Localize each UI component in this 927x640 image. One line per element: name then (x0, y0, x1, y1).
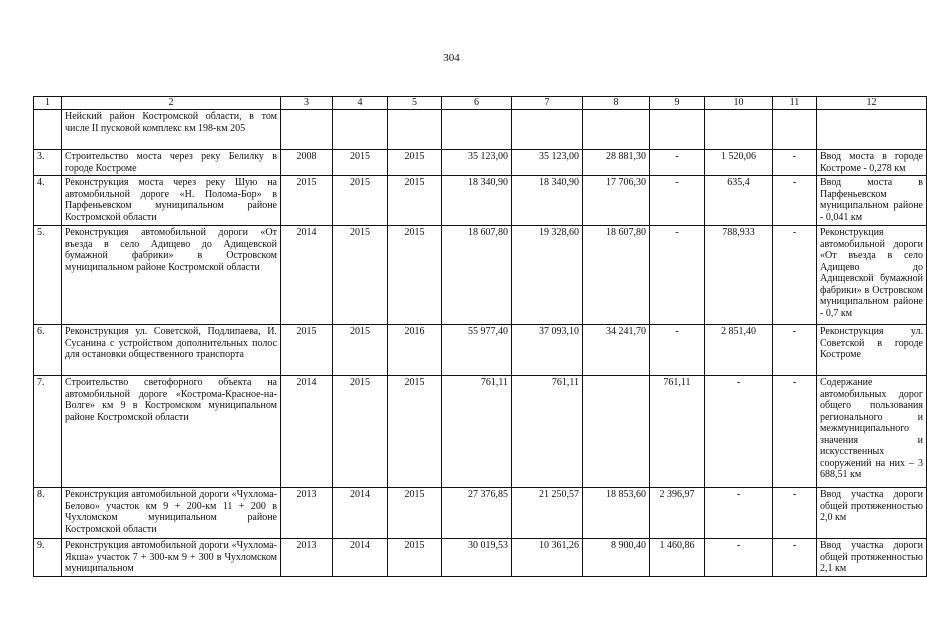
end-year: 2015 (333, 376, 388, 488)
other-funding: - (705, 488, 773, 539)
object-name: Реконструкция автомобильной дороги «От въезда в село Адищево до Адищевской бумажной фабрики» в Островском муниципальном районе Костромской области (62, 226, 281, 325)
federal-funding: 34 241,70 (583, 325, 650, 376)
other-funding: 1 520,06 (705, 150, 773, 176)
federal-funding: 17 706,30 (583, 176, 650, 226)
estimated-cost (442, 110, 512, 150)
program-table (33, 96, 927, 577)
total-funding: 37 093,10 (512, 325, 583, 376)
federal-funding (583, 376, 650, 488)
table-row (34, 110, 927, 150)
col-header: 2 (62, 97, 281, 110)
estimated-cost: 35 123,00 (442, 150, 512, 176)
col-header: 5 (388, 97, 442, 110)
row-number: 7. (34, 376, 62, 488)
extra-funding: - (773, 150, 817, 176)
other-funding: - (705, 376, 773, 488)
total-funding: 18 340,90 (512, 176, 583, 226)
table-row (34, 226, 927, 325)
commission-year: 2015 (388, 376, 442, 488)
start-year: 2013 (281, 488, 333, 539)
other-funding: 788,933 (705, 226, 773, 325)
start-year: 2008 (281, 150, 333, 176)
total-funding: 10 361,26 (512, 539, 583, 577)
federal-funding (583, 110, 650, 150)
col-header: 6 (442, 97, 512, 110)
start-year: 2014 (281, 226, 333, 325)
commission-year: 2015 (388, 539, 442, 577)
expected-result: Ввод участка дороги общей протяженностью 2,0 км (817, 488, 927, 539)
expected-result: Ввод моста в Парфеньевском муниципальном районе - 0,041 км (817, 176, 927, 226)
other-funding: 635,4 (705, 176, 773, 226)
total-funding (512, 110, 583, 150)
regional-funding: 1 460,86 (650, 539, 705, 577)
regional-funding: 2 396,97 (650, 488, 705, 539)
other-funding (705, 110, 773, 150)
start-year: 2014 (281, 376, 333, 488)
estimated-cost: 27 376,85 (442, 488, 512, 539)
expected-result: Реконструкция ул. Советской в городе Костроме (817, 325, 927, 376)
column-number-row (34, 97, 927, 110)
expected-result: Содержание автомобильных дорог общего пользования регионального и межмуниципального значения и искусственных сооружений на них – 3 688,51 км (817, 376, 927, 488)
end-year: 2015 (333, 226, 388, 325)
commission-year (388, 110, 442, 150)
estimated-cost: 55 977,40 (442, 325, 512, 376)
estimated-cost: 30 019,53 (442, 539, 512, 577)
col-header: 12 (817, 97, 927, 110)
col-header: 3 (281, 97, 333, 110)
commission-year: 2015 (388, 488, 442, 539)
regional-funding: 761,11 (650, 376, 705, 488)
end-year: 2014 (333, 488, 388, 539)
start-year: 2013 (281, 539, 333, 577)
extra-funding: - (773, 376, 817, 488)
object-name: Реконструкция ул. Советской, Подлипаева, И. Сусанина с устройством дополнительных полос для остановки общественного транспорта (62, 325, 281, 376)
total-funding: 21 250,57 (512, 488, 583, 539)
regional-funding: - (650, 226, 705, 325)
table-row (34, 488, 927, 539)
expected-result: Ввод моста в городе Костроме - 0,278 км (817, 150, 927, 176)
col-header: 11 (773, 97, 817, 110)
commission-year: 2015 (388, 176, 442, 226)
estimated-cost: 761,11 (442, 376, 512, 488)
row-number: 4. (34, 176, 62, 226)
object-name: Нейский район Костромской области, в том числе II пусковой комплекс км 198-км 205 (62, 110, 281, 150)
commission-year: 2015 (388, 150, 442, 176)
commission-year: 2015 (388, 226, 442, 325)
row-number: 3. (34, 150, 62, 176)
end-year (333, 110, 388, 150)
end-year: 2015 (333, 325, 388, 376)
other-funding: 2 851,40 (705, 325, 773, 376)
estimated-cost: 18 340,90 (442, 176, 512, 226)
federal-funding: 28 881,30 (583, 150, 650, 176)
estimated-cost: 18 607,80 (442, 226, 512, 325)
page-number: 304 (443, 52, 460, 64)
total-funding: 35 123,00 (512, 150, 583, 176)
total-funding: 19 328,60 (512, 226, 583, 325)
end-year: 2015 (333, 150, 388, 176)
row-number: 8. (34, 488, 62, 539)
commission-year: 2016 (388, 325, 442, 376)
extra-funding: - (773, 325, 817, 376)
regional-funding: - (650, 325, 705, 376)
expected-result: Реконструкция автомобильной дороги «От въезда в село Адищево до Адищевской бумажной фабрики» в Островском муниципальном районе - 0,7 км (817, 226, 927, 325)
expected-result: Ввод участка дороги общей протяженностью 2,1 км (817, 539, 927, 577)
end-year: 2014 (333, 539, 388, 577)
col-header: 9 (650, 97, 705, 110)
col-header: 7 (512, 97, 583, 110)
extra-funding: - (773, 176, 817, 226)
regional-funding (650, 110, 705, 150)
regional-funding: - (650, 176, 705, 226)
row-number: 6. (34, 325, 62, 376)
extra-funding (773, 110, 817, 150)
table-row (34, 539, 927, 577)
expected-result (817, 110, 927, 150)
object-name: Строительство моста через реку Белилку в городе Костроме (62, 150, 281, 176)
extra-funding: - (773, 226, 817, 325)
object-name: Реконструкция автомобильной дороги «Чухлома-Якша» участок 7 + 300-км 9 + 300 в Чухломском муниципальном (62, 539, 281, 577)
object-name: Строительство светофорного объекта на автомобильной дороге «Кострома-Красное-на-Волге» км 9 в Костромском муниципальном районе Костромской области (62, 376, 281, 488)
table-row (34, 176, 927, 226)
federal-funding: 8 900,40 (583, 539, 650, 577)
col-header: 4 (333, 97, 388, 110)
total-funding: 761,11 (512, 376, 583, 488)
start-year: 2015 (281, 325, 333, 376)
table-row (34, 325, 927, 376)
regional-funding: - (650, 150, 705, 176)
row-number: 5. (34, 226, 62, 325)
col-header: 8 (583, 97, 650, 110)
start-year: 2015 (281, 176, 333, 226)
row-number: 9. (34, 539, 62, 577)
row-number (34, 110, 62, 150)
end-year: 2015 (333, 176, 388, 226)
object-name: Реконструкция автомобильной дороги «Чухлома-Белово» участок км 9 + 200-км 11 + 200 в Чухломском муниципальном районе Костромской области (62, 488, 281, 539)
federal-funding: 18 853,60 (583, 488, 650, 539)
federal-funding: 18 607,80 (583, 226, 650, 325)
table-row (34, 150, 927, 176)
start-year (281, 110, 333, 150)
col-header: 10 (705, 97, 773, 110)
extra-funding: - (773, 488, 817, 539)
extra-funding: - (773, 539, 817, 577)
object-name: Реконструкция моста через реку Шую на автомобильной дороге «Н. Поломa-Бор» в Парфеньевском муниципальном районе Костромской области (62, 176, 281, 226)
table-row (34, 376, 927, 488)
other-funding: - (705, 539, 773, 577)
col-header: 1 (34, 97, 62, 110)
